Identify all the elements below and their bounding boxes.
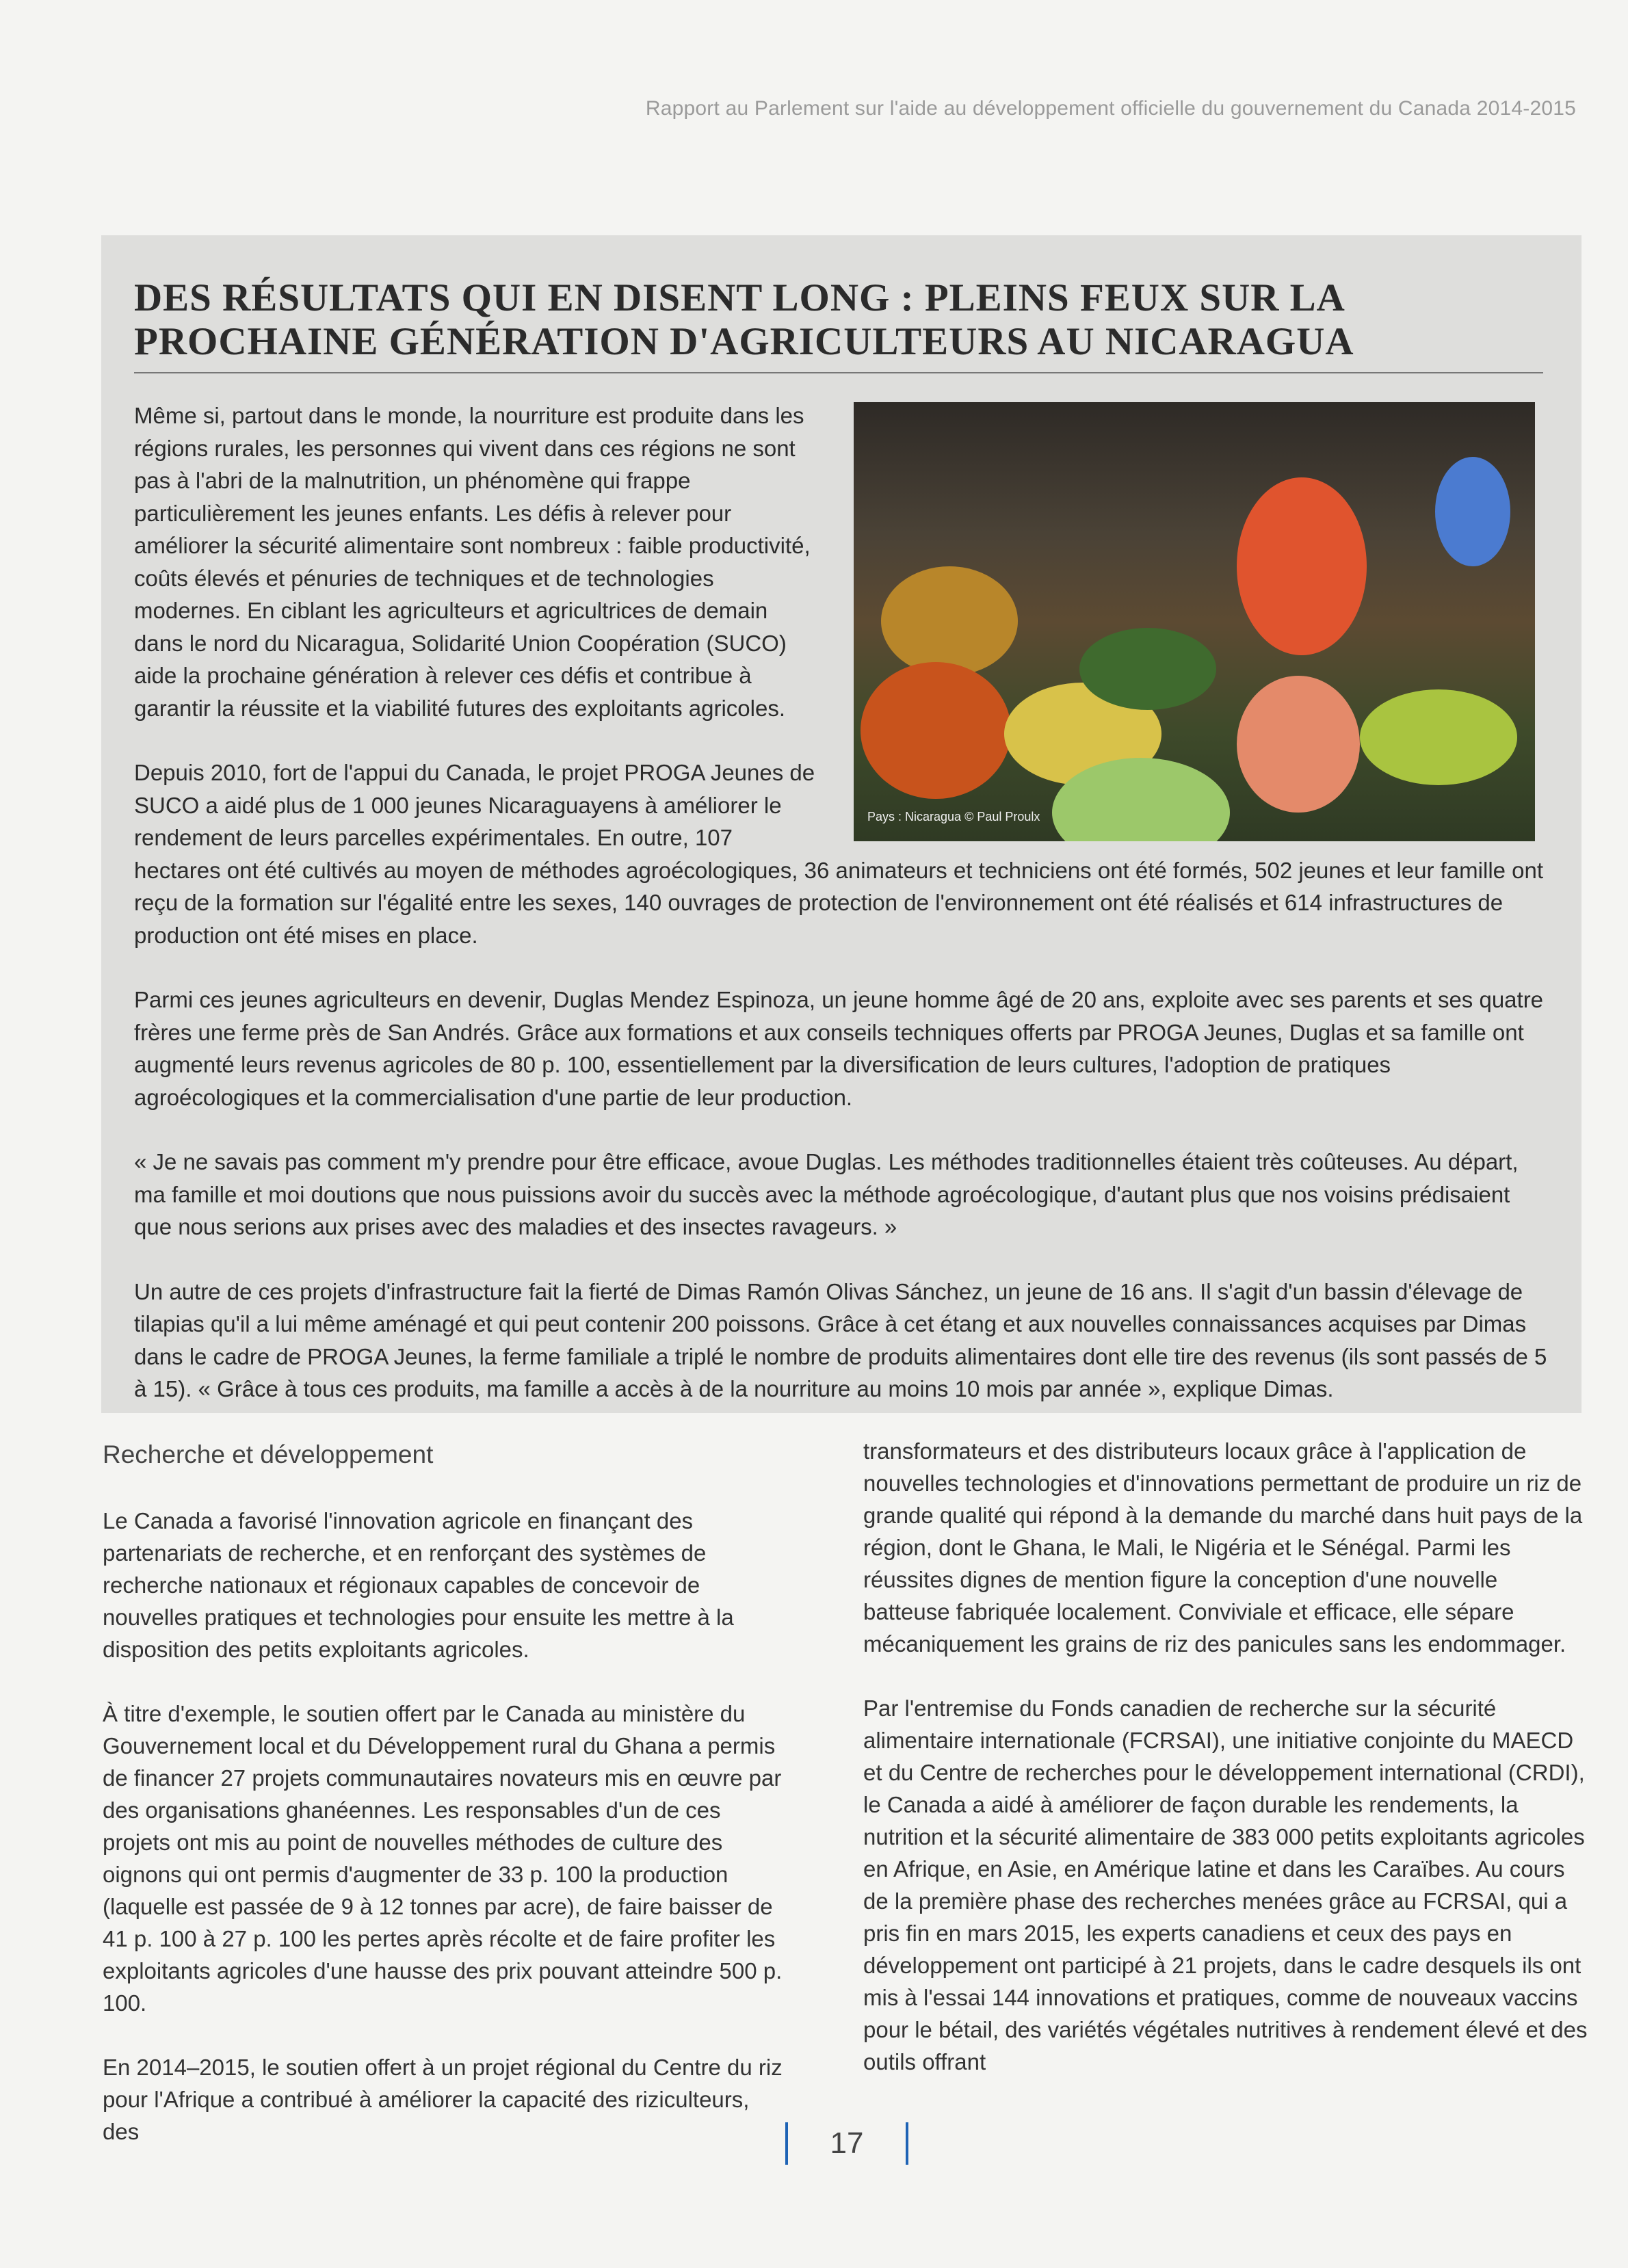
feature-paragraph: Depuis 2010, fort de l'appui du Canada, le projet PROGA Jeunes de SUCO a aidé plus de 1 000 jeunes Nicaraguayens à améliorer le rendement de leurs parcelles expérimentales. En outre, 107 hectares ont été cultivés au moyen de méthodes agroécologiques, 36 animateurs et techniciens ont été formés, 502 jeunes et leur famille ont reçu de la formation sur l'égalité entre les sexes, 140 ouvrages de protection de l'environnement ont été réalisés et 614 infrastructures de production ont été mises en place.: [134, 760, 1544, 948]
body-paragraph: transformateurs et des distributeurs locaux grâce à l'application de nouvelles technologies et d'innovations permettant de produire un riz de grande qualité qui répond à la demande du marché dans huit pays de la région, dont le Ghana, le Mali, le Nigéria et le Sénégal. Parmi les réussites dignes de mention figure la conception d'une nouvelle batteuse fabriquée localement. Conviviale et efficace, elle sépare mécaniquement les grains de riz des panicules sans les endommager.: [863, 1438, 1583, 1657]
photo-credit: Pays : Nicaragua © Paul Proulx: [867, 809, 1040, 823]
feature-paragraph: « Je ne savais pas comment m'y prendre pour être efficace, avoue Duglas. Les méthodes traditionnelles étaient très coûteuses. Au départ, ma famille et moi doutions que nous puissions avoir du succès avec la méthode agroécologique, d'autant plus que nos voisins prédisaient que nous serions aux prises avec des maladies et des insectes ravageurs. »: [134, 1149, 1519, 1239]
feature-title: DES RÉSULTATS QUI EN DISENT LONG : PLEINS FEUX SUR LA PROCHAINE GÉNÉRATION D'AGRICULTEURS AU NICARAGUA: [134, 276, 1354, 363]
feature-box: [101, 235, 1581, 1413]
footer-bar-right: [906, 2122, 908, 2165]
running-header: Rapport au Parlement sur l'aide au développement officielle du gouvernement du Canada 2014-2015: [645, 97, 1576, 120]
page-number: 17: [830, 2126, 864, 2160]
body-paragraph: En 2014–2015, le soutien offert à un projet régional du Centre du riz pour l'Afrique a contribué à améliorer la capacité des riziculteurs, des: [103, 2055, 783, 2144]
body-paragraph: Le Canada a favorisé l'innovation agricole en finançant des partenariats de recherche, et en renforçant des systèmes de recherche nationaux et régionaux capables de concevoir de nouvelles pratiques et technologies pour ensuite les mettre à la disposition des petits exploitants agricoles.: [103, 1508, 734, 1662]
footer-bar-left: [785, 2122, 788, 2165]
body-paragraph: Par l'entremise du Fonds canadien de recherche sur la sécurité alimentaire internationale (FCRSAI), une initiative conjointe du MAECD et du Centre de recherches pour le développement international (CRDI), le Canada a aidé à améliorer de façon durable les rendements, la nutrition et la sécurité alimentaire de 383 000 petits exploitants agricoles en Afrique, en Asie, en Amérique latine et dans les Caraïbes. Au cours de la première phase des recherches menées grâce au FCRSAI, qui a pris fin en mars 2015, les experts canadiens et ceux des pays en développement ont participé à 21 projets, dans le cadre desquels ils ont mis à l'essai 144 innovations et pratiques, comme de nouveaux vaccins pour le bétail, des variétés végétales nutritives à rendement élevé et des outils offrant: [863, 1696, 1588, 2074]
market-photo: [854, 402, 1535, 841]
section-heading: Recherche et développement: [103, 1440, 434, 1468]
page-number-footer: [785, 2123, 908, 2164]
body-paragraph: À titre d'exemple, le soutien offert par le Canada au ministère du Gouvernement local et du Développement rural du Ghana a permis de financer 27 projets communautaires novateurs mis en œuvre par des organisations ghanéennes. Les responsables d'un de ces projets ont mis au point de nouvelles méthodes de culture des oignons qui ont permis d'augmenter de 33 p. 100 la production (laquelle est passée de 9 à 12 tonnes par acre), de faire baisser de 41 p. 100 à 27 p. 100 les pertes après récolte et de faire profiter les exploitants agricoles d'une hausse des prix pouvant atteindre 500 p. 100.: [103, 1701, 783, 2016]
feature-body: [134, 399, 1550, 1438]
right-column: [863, 1435, 1588, 2110]
feature-paragraph: Même si, partout dans le monde, la nourriture est produite dans les régions rurales, les personnes qui vivent dans ces régions ne sont pas à l'abri de la malnutrition, un phénomène qui frappe particulièrement les jeunes enfants. Les défis à relever pour améliorer la sécurité alimentaire sont nombreux : faible productivité, coûts élevés et pénuries de techniques et de technologies modernes. En ciblant les agriculteurs et agricultrices de demain dans le nord du Nicaragua, Solidarité Union Coopération (SUCO) aide la prochaine génération à relever ces défis et contribue à garantir la réussite et la viabilité futures des exploitants agricoles.: [134, 403, 811, 721]
feature-paragraph: Un autre de ces projets d'infrastructure fait la fierté de Dimas Ramón Olivas Sánchez, un jeune de 16 ans. Il s'agit d'un bassin d'élevage de tilapias qu'il a lui même aménagé et qui peut contenir 200 poissons. Grâce à cet étang et aux nouvelles connaissances acquises par Dimas dans le cadre de PROGA Jeunes, la ferme familiale a triplé le nombre de produits alimentaires dont elle tire des revenus (ils sont passés de 5 à 15). « Grâce à tous ces produits, ma famille a accès à de la nourriture au moins 10 mois par année », explique Dimas.: [134, 1278, 1547, 1401]
left-column: [103, 1438, 787, 2180]
feature-paragraph: Parmi ces jeunes agriculteurs en devenir, Duglas Mendez Espinoza, un jeune homme âgé de 20 ans, exploite avec ses parents et ses quatre frères une ferme près de San Andrés. Grâce aux formations et aux conseils techniques offerts par PROGA Jeunes, Duglas et sa famille ont augmenté leurs revenus agricoles de 80 p. 100, essentiellement par la diversification de leurs cultures, l'adoption de pratiques agroécologiques et la commercialisation d'une partie de leur production.: [134, 987, 1544, 1110]
title-divider: [134, 372, 1543, 373]
